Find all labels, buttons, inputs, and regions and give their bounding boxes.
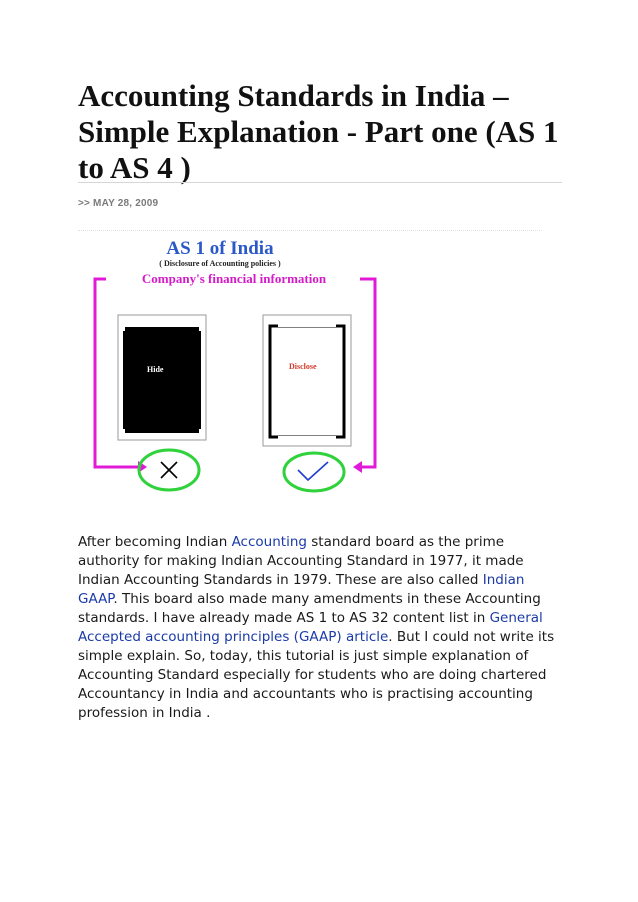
figure-heading: AS 1 of India — [166, 238, 274, 259]
paragraph-text: . But I could not write its simple explain. So, today, this tutorial is just simple explanation of Accounting Standard especially for students who are doing chartered Accountancy in India and accountants who is practising accounting profession in India . — [78, 629, 555, 721]
paragraph-text: standard board as the prime authority for making Indian Accounting Standard in 1977, it made Indian Accounting Standards in 1979. These are also called — [78, 534, 524, 588]
date-divider — [78, 230, 542, 231]
paragraph-text: . This board also made many amendments in these Accounting standards. I have already made AS 1 to AS 32 content list in — [78, 591, 541, 626]
paragraph-text: After becoming Indian — [78, 534, 232, 550]
disclose-card — [263, 315, 351, 446]
disclose-label: Disclose — [289, 362, 317, 371]
title-divider — [78, 182, 562, 183]
check-icon — [284, 453, 344, 491]
indian-gaap-link[interactable]: Indian GAAP — [78, 572, 525, 607]
figure-subheading: ( Disclosure of Accounting policies ) — [159, 259, 281, 268]
hide-label: Hide — [147, 365, 164, 374]
accounting-link[interactable]: Accounting — [231, 534, 307, 550]
post-date: >> MAY 28, 2009 — [78, 198, 159, 209]
hide-card — [118, 315, 206, 440]
cross-icon — [139, 450, 199, 490]
article-paragraph — [78, 533, 568, 723]
post-title: Accounting Standards in India – Simple Explanation - Part one (AS 1 to AS 4 ) — [78, 78, 559, 185]
frame-label: Company's financial information — [141, 271, 327, 286]
gaap-article-link[interactable]: General Accepted accounting principles (GAAP) article — [78, 610, 543, 645]
as1-illustration — [78, 232, 458, 502]
arrow-right-icon — [353, 461, 362, 473]
